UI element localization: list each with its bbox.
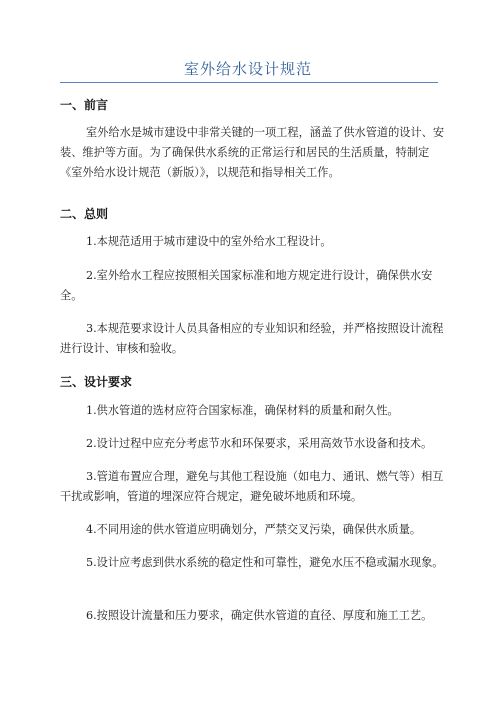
design-requirement-6: 6.按照设计流量和压力要求，确定供水管道的直径、厚度和施工工艺。 <box>86 609 433 622</box>
design-requirement-4: 4.不同用途的供水管道应明确划分，严禁交叉污染，确保供水质量。 <box>86 523 422 536</box>
general-clause-2: 2.室外给水工程应按照相关国家标准和地方规定进行设计，确保供水安全。 <box>60 269 433 302</box>
section-heading-general: 二、总则 <box>60 207 109 221</box>
design-requirement-2: 2.设计过程中应充分考虑节水和环保要求，采用高效节水设备和技术。 <box>86 437 433 450</box>
design-requirement-5: 5.设计应考虑到供水系统的稳定性和可靠性，避免水压不稳或漏水现象。 <box>86 556 444 569</box>
section-heading-design-requirements: 三、设计要求 <box>60 375 133 389</box>
general-clause-3: 3.本规范要求设计人员具备相应的专业知识和经验，并严格按照设计流程进行设计、审核和验收。 <box>60 322 444 355</box>
section-heading-preface: 一、前言 <box>60 98 109 112</box>
design-requirement-1: 1.供水管道的选材应符合国家标准，确保材料的质量和耐久性。 <box>86 404 399 417</box>
document-title: 室外给水设计规范 <box>183 60 312 78</box>
general-clause-1: 1.本规范适用于城市建设中的室外给水工程设计。 <box>86 235 332 248</box>
title-underline <box>60 82 438 83</box>
section-preface-paragraph: 室外给水是城市建设中非常关键的一项工程，涵盖了供水管道的设计、安装、维护等方面。为了确保供水系统的正常运行和居民的生活质量，特制定《室外给水设计规范（新版）》，以规范和指导相关工作。 <box>60 126 445 179</box>
design-requirement-3: 3.管道布置应合理，避免与其他工程设施（如电力、通讯、燃气等）相互干扰或影响，管道的埋深应符合规定，避免破坏地质和环境。 <box>60 470 444 503</box>
